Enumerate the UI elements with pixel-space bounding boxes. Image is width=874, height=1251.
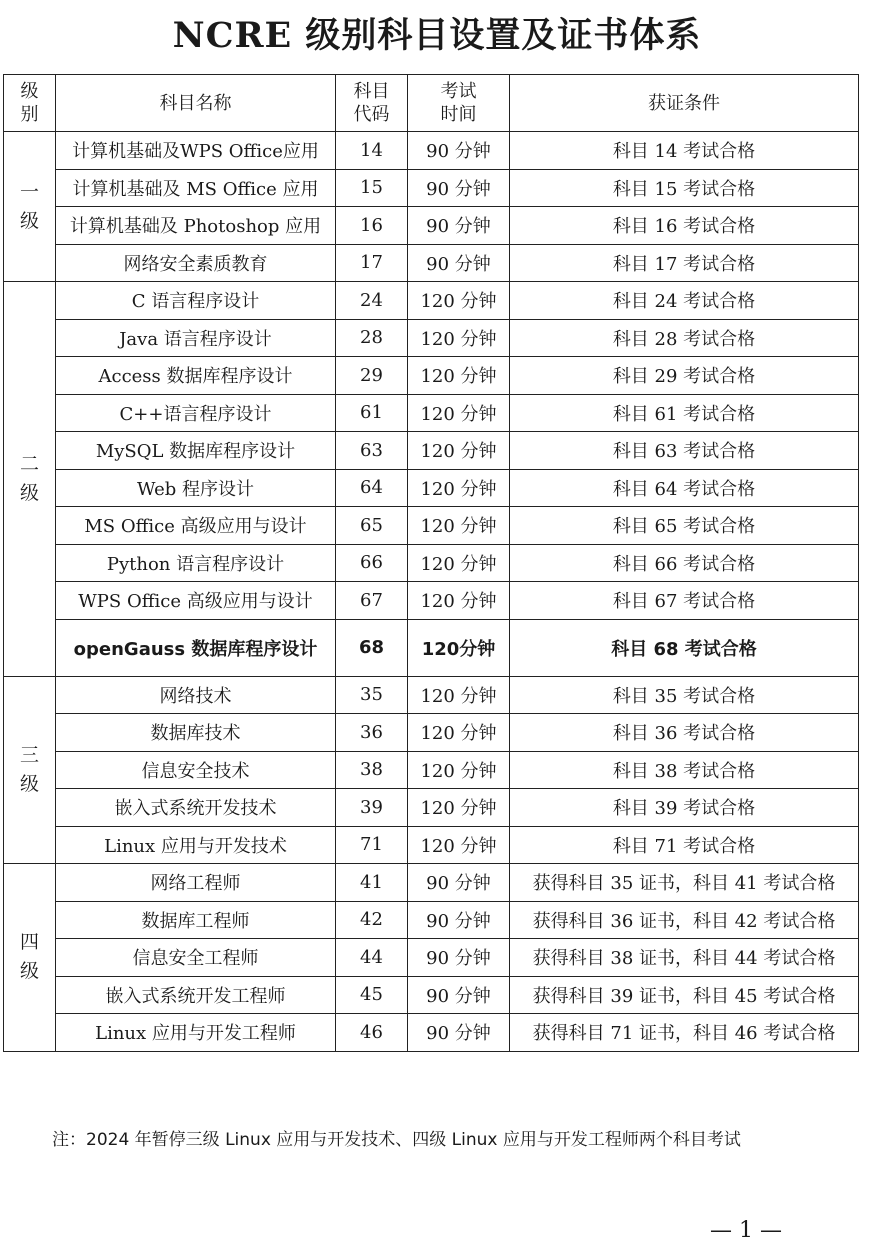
certificate-condition: 科目 63 考试合格 [510, 432, 859, 470]
subject-name: Linux 应用与开发工程师 [56, 1014, 336, 1052]
subject-code: 24 [336, 282, 408, 320]
table-row [4, 714, 859, 752]
header-condition: 获证条件 [510, 75, 859, 132]
certificate-condition: 科目 15 考试合格 [510, 169, 859, 207]
subject-name: MySQL 数据库程序设计 [56, 432, 336, 470]
table-row [4, 394, 859, 432]
subject-name: 信息安全工程师 [56, 939, 336, 977]
exam-time: 120 分钟 [408, 544, 510, 582]
subject-code: 14 [336, 132, 408, 170]
subject-name: 计算机基础及WPS Office应用 [56, 132, 336, 170]
table-row [4, 432, 859, 470]
table-row [4, 751, 859, 789]
subject-name: 嵌入式系统开发技术 [56, 789, 336, 827]
subject-code: 64 [336, 469, 408, 507]
table-row [4, 132, 859, 170]
table-row [4, 282, 859, 320]
table-row [4, 676, 859, 714]
exam-time: 120 分钟 [408, 789, 510, 827]
exam-time: 90 分钟 [408, 901, 510, 939]
header-level: 级 别 [4, 75, 56, 132]
subject-name: 嵌入式系统开发工程师 [56, 976, 336, 1014]
subject-code: 46 [336, 1014, 408, 1052]
table-row [4, 169, 859, 207]
header-time: 考试 时间 [408, 75, 510, 132]
level-label: 一 级 [4, 132, 56, 282]
subject-code: 41 [336, 864, 408, 902]
subject-code: 17 [336, 244, 408, 282]
certificate-condition: 科目 28 考试合格 [510, 319, 859, 357]
certificate-condition: 科目 65 考试合格 [510, 507, 859, 545]
table-row [4, 244, 859, 282]
table-row [4, 582, 859, 620]
subject-name: 信息安全技术 [56, 751, 336, 789]
subject-code: 45 [336, 976, 408, 1014]
subject-name: 计算机基础及 Photoshop 应用 [56, 207, 336, 245]
table-row [4, 319, 859, 357]
exam-time: 90 分钟 [408, 244, 510, 282]
exam-time: 90 分钟 [408, 1014, 510, 1052]
subject-code: 28 [336, 319, 408, 357]
certificate-condition: 科目 29 考试合格 [510, 357, 859, 395]
table-row [4, 469, 859, 507]
exam-time: 90 分钟 [408, 939, 510, 977]
subject-name: 数据库工程师 [56, 901, 336, 939]
exam-time: 120 分钟 [408, 319, 510, 357]
table-row [4, 619, 859, 676]
certificate-condition: 科目 16 考试合格 [510, 207, 859, 245]
subject-code: 67 [336, 582, 408, 620]
subject-name: MS Office 高级应用与设计 [56, 507, 336, 545]
subject-code: 65 [336, 507, 408, 545]
certificate-condition: 科目 17 考试合格 [510, 244, 859, 282]
subject-code: 29 [336, 357, 408, 395]
table-row [4, 357, 859, 395]
certificate-condition: 科目 14 考试合格 [510, 132, 859, 170]
exam-time: 120 分钟 [408, 507, 510, 545]
subject-name: 计算机基础及 MS Office 应用 [56, 169, 336, 207]
subject-name: Web 程序设计 [56, 469, 336, 507]
certificate-condition: 科目 67 考试合格 [510, 582, 859, 620]
exam-time: 90 分钟 [408, 169, 510, 207]
certificate-condition: 科目 61 考试合格 [510, 394, 859, 432]
certificate-condition: 获得科目 39 证书，科目 45 考试合格 [510, 976, 859, 1014]
table-row [4, 1014, 859, 1052]
certificate-condition: 科目 39 考试合格 [510, 789, 859, 827]
subject-table [3, 74, 859, 1052]
subject-code: 61 [336, 394, 408, 432]
level-label: 三 级 [4, 676, 56, 864]
certificate-condition: 科目 36 考试合格 [510, 714, 859, 752]
exam-time: 120分钟 [408, 619, 510, 676]
header-subject: 科目名称 [56, 75, 336, 132]
exam-time: 120 分钟 [408, 394, 510, 432]
page-title: NCRE 级别科目设置及证书体系 [172, 15, 702, 56]
subject-name: 网络安全素质教育 [56, 244, 336, 282]
certificate-condition: 科目 66 考试合格 [510, 544, 859, 582]
subject-code: 68 [336, 619, 408, 676]
table-row [4, 507, 859, 545]
table-row [4, 207, 859, 245]
certificate-condition: 获得科目 38 证书，科目 44 考试合格 [510, 939, 859, 977]
certificate-condition: 获得科目 71 证书，科目 46 考试合格 [510, 1014, 859, 1052]
table-body [4, 132, 859, 1052]
subject-name: Access 数据库程序设计 [56, 357, 336, 395]
exam-time: 90 分钟 [408, 132, 510, 170]
exam-time: 120 分钟 [408, 357, 510, 395]
level-label: 二 级 [4, 282, 56, 677]
footnote: 注：2024 年暂停三级 Linux 应用与开发技术、四级 Linux 应用与开发工程师两个科目考试 [52, 1130, 741, 1150]
header-code: 科目 代码 [336, 75, 408, 132]
page-number: — 1 — [710, 1218, 782, 1243]
subject-name: openGauss 数据库程序设计 [56, 619, 336, 676]
subject-name: Linux 应用与开发技术 [56, 826, 336, 864]
subject-name: Java 语言程序设计 [56, 319, 336, 357]
exam-time: 120 分钟 [408, 469, 510, 507]
certificate-condition: 科目 38 考试合格 [510, 751, 859, 789]
subject-code: 16 [336, 207, 408, 245]
exam-time: 120 分钟 [408, 282, 510, 320]
exam-time: 120 分钟 [408, 714, 510, 752]
table-row [4, 901, 859, 939]
exam-time: 90 分钟 [408, 864, 510, 902]
exam-time: 90 分钟 [408, 207, 510, 245]
certificate-condition: 科目 24 考试合格 [510, 282, 859, 320]
certificate-condition: 科目 71 考试合格 [510, 826, 859, 864]
subject-code: 71 [336, 826, 408, 864]
subject-code: 42 [336, 901, 408, 939]
table-row [4, 976, 859, 1014]
subject-code: 39 [336, 789, 408, 827]
subject-name: C 语言程序设计 [56, 282, 336, 320]
subject-code: 35 [336, 676, 408, 714]
certificate-condition: 科目 35 考试合格 [510, 676, 859, 714]
certificate-condition: 科目 64 考试合格 [510, 469, 859, 507]
table-row [4, 544, 859, 582]
table-header-row [4, 75, 859, 132]
exam-time: 120 分钟 [408, 582, 510, 620]
subject-code: 38 [336, 751, 408, 789]
certificate-condition: 获得科目 36 证书，科目 42 考试合格 [510, 901, 859, 939]
subject-code: 36 [336, 714, 408, 752]
table-row [4, 826, 859, 864]
exam-time: 120 分钟 [408, 676, 510, 714]
table-row [4, 939, 859, 977]
certificate-condition: 获得科目 35 证书，科目 41 考试合格 [510, 864, 859, 902]
subject-code: 15 [336, 169, 408, 207]
exam-time: 120 分钟 [408, 432, 510, 470]
subject-name: C++语言程序设计 [56, 394, 336, 432]
exam-time: 120 分钟 [408, 826, 510, 864]
subject-code: 44 [336, 939, 408, 977]
certificate-condition: 科目 68 考试合格 [510, 619, 859, 676]
subject-name: 网络工程师 [56, 864, 336, 902]
subject-name: Python 语言程序设计 [56, 544, 336, 582]
subject-name: 网络技术 [56, 676, 336, 714]
subject-name: WPS Office 高级应用与设计 [56, 582, 336, 620]
subject-code: 66 [336, 544, 408, 582]
subject-code: 63 [336, 432, 408, 470]
level-label: 四 级 [4, 864, 56, 1052]
table-row [4, 789, 859, 827]
exam-time: 90 分钟 [408, 976, 510, 1014]
exam-time: 120 分钟 [408, 751, 510, 789]
table-row [4, 864, 859, 902]
subject-name: 数据库技术 [56, 714, 336, 752]
